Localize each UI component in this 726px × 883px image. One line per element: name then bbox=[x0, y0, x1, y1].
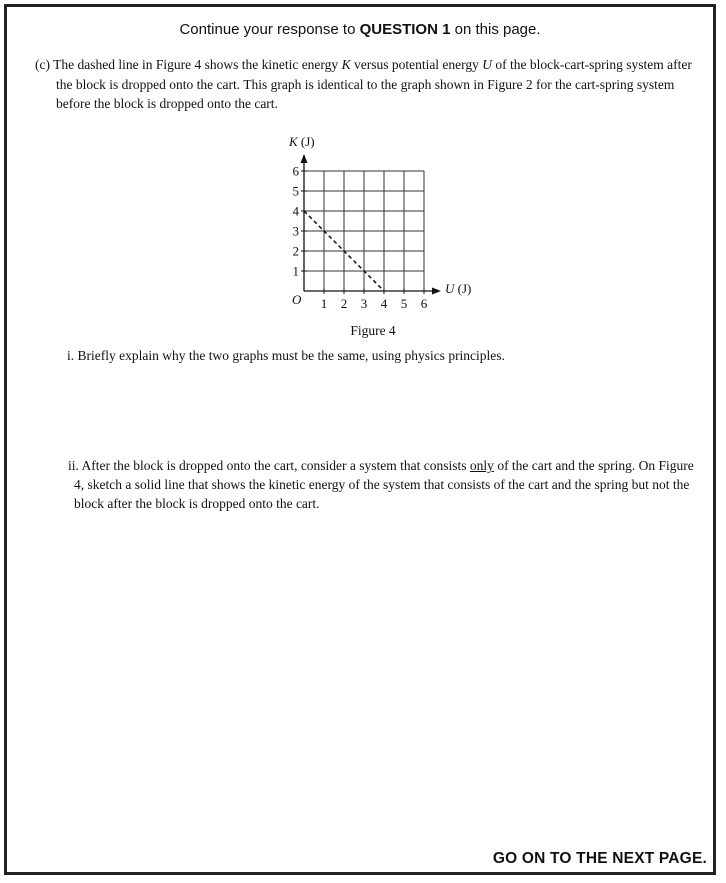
x-tick-label: 1 bbox=[320, 296, 328, 311]
y-tick-label: 3 bbox=[292, 223, 299, 239]
part-c-t1: (c) The dashed line in Figure 4 shows the kinetic energy bbox=[35, 57, 342, 72]
x-tick-label: 5 bbox=[400, 296, 408, 311]
figure-4-graph[interactable] bbox=[7, 7, 719, 878]
figure-caption: Figure 4 bbox=[350, 323, 396, 338]
question-ii-t2: of the cart and the spring. On Figure 4, sketch a solid line that shows the kinetic energy of the system that consists of the cart and the spring but not the block after the block is dropped onto the cart. bbox=[74, 458, 694, 511]
x-tick-label: 6 bbox=[420, 296, 428, 311]
y-tick-label: 6 bbox=[292, 163, 299, 179]
header-prefix: Continue your response to bbox=[179, 21, 360, 38]
y-tick-label: 1 bbox=[292, 263, 299, 279]
question-i: i. Briefly explain why the two graphs must be the same, using physics principles. bbox=[67, 348, 505, 363]
x-tick-label: 2 bbox=[340, 296, 348, 311]
header-suffix: on this page. bbox=[450, 21, 541, 38]
question-ii-only: only bbox=[469, 458, 494, 473]
y-tick-label: 4 bbox=[292, 203, 299, 219]
graph-axes bbox=[301, 154, 442, 295]
y-axis-label: K (J) bbox=[289, 134, 315, 149]
part-c-u: U bbox=[482, 57, 493, 72]
question-ii-t1: ii. After the block is dropped onto the cart, consider a system that consists bbox=[68, 458, 470, 473]
y-axis-arrow bbox=[301, 154, 308, 163]
part-c-k: K bbox=[341, 57, 351, 72]
origin-label: O bbox=[292, 292, 302, 307]
graph-ticks bbox=[293, 164, 428, 312]
x-tick-label: 4 bbox=[380, 296, 388, 311]
x-tick-label: 3 bbox=[360, 296, 368, 311]
exam-page bbox=[4, 4, 716, 875]
part-c-t3: of the block-cart-spring system after the block is dropped onto the cart. This graph is identical to the graph shown in Figure 2 for the cart-spring system before the block is dropped onto the cart. bbox=[56, 57, 692, 111]
graph-grid bbox=[304, 171, 424, 291]
header-question: QUESTION 1 bbox=[359, 21, 451, 38]
y-tick-label: 2 bbox=[292, 243, 299, 259]
x-axis-label: U (J) bbox=[445, 281, 472, 296]
y-tick-label: 5 bbox=[292, 183, 299, 199]
part-c-t2: versus potential energy bbox=[350, 57, 483, 72]
footer-next-page: GO ON TO THE NEXT PAGE. bbox=[492, 850, 707, 867]
x-axis-arrow bbox=[432, 288, 441, 295]
